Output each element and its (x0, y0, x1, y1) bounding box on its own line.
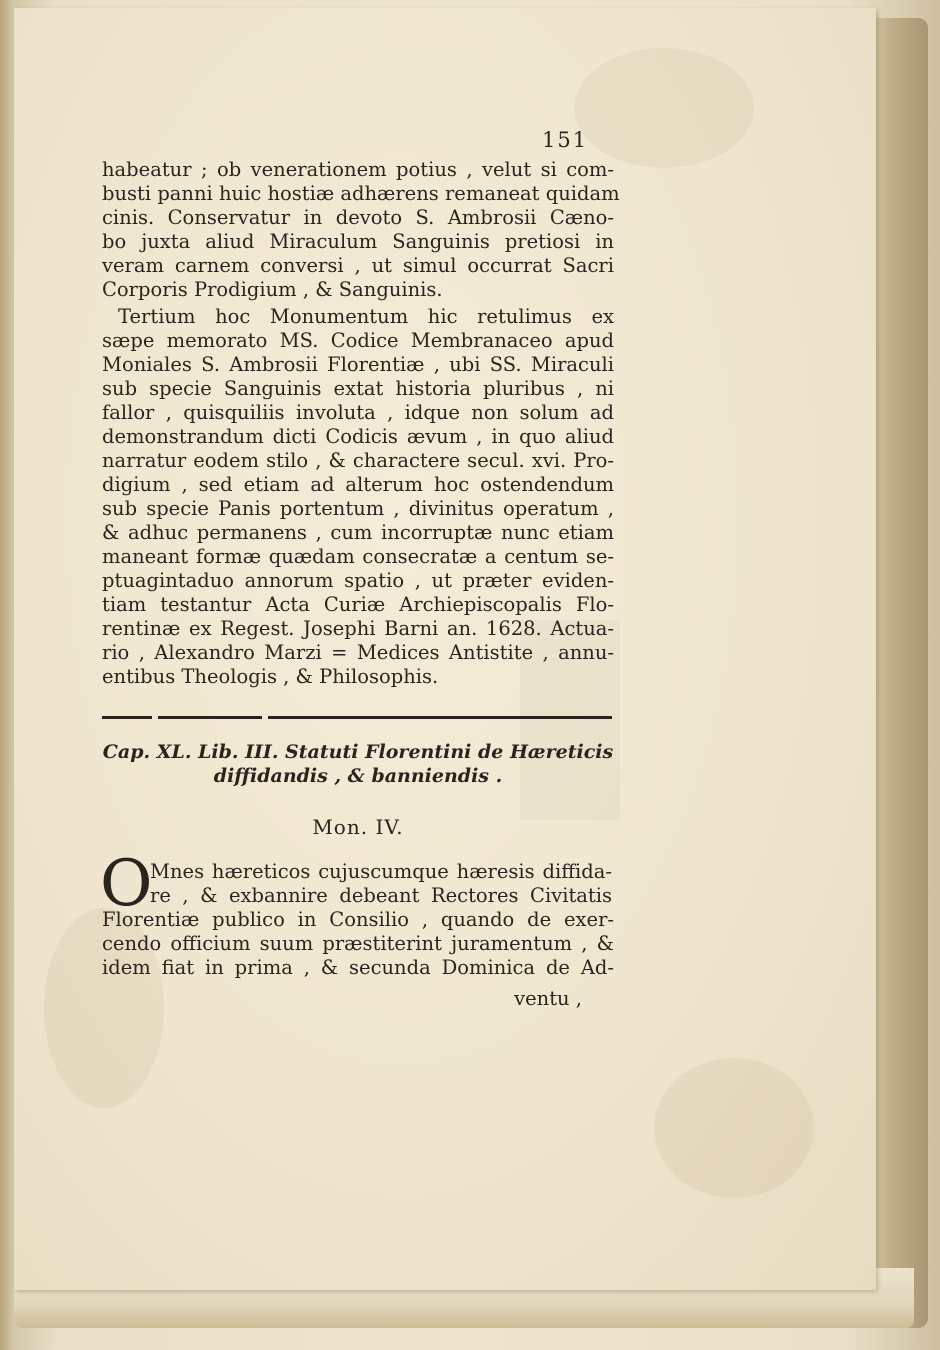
paragraph2-line: sub specie Sanguinis extat historia pluribus , ni (102, 377, 614, 400)
paragraph1-line: busti panni huic hostiæ adhærens remaneat quidam (102, 182, 620, 205)
rule-ornament-gap (262, 714, 268, 721)
paragraph2-line: fallor , quisquiliis involuta , idque non solum ad (102, 401, 614, 424)
paragraph3-line: idem fiat in prima , & secunda Dominica de Ad- (102, 956, 614, 979)
paragraph2-line: sub specie Panis portentum , divinitus operatum , (102, 497, 614, 520)
paragraph2-line: ptuagintaduo annorum spatio , ut præter eviden- (102, 569, 614, 592)
paragraph2-line: tiam testantur Acta Curiæ Archiepiscopalis Flo- (102, 593, 614, 616)
paragraph2-line: Tertium hoc Monumentum hic retulimus ex (118, 305, 614, 328)
paragraph1-line: cinis. Conservatur in devoto S. Ambrosii Cæno- (102, 206, 614, 229)
paragraph2-line: digium , sed etiam ad alterum hoc ostendendum (102, 473, 614, 496)
paper-stain (654, 1058, 814, 1198)
paragraph1-line: bo juxta aliud Miraculum Sanguinis pretiosi in (102, 230, 614, 253)
paragraph3-line: cendo officium suum præstiterint juramentum , & (102, 932, 614, 955)
monument-title: Mon. IV. (312, 815, 404, 839)
paragraph2-line: maneant formæ quædam consecratæ a centum se- (102, 545, 614, 568)
paragraph2-line: demonstrandum dicti Codicis ævum , in quo aliud (102, 425, 614, 448)
paragraph2-line: narratur eodem stilo , & charactere secul. xvi. Pro- (102, 449, 614, 472)
paragraph3-line: re , & exbannire debeant Rectores Civitatis (150, 884, 612, 907)
paragraph3-line: Mnes hæreticos cujuscumque hæresis diffida- (150, 860, 612, 883)
section-rule (102, 716, 612, 719)
paragraph2-line: entibus Theologis , & Philosophis. (102, 665, 439, 688)
paragraph2-line: & adhuc permanens , cum incorruptæ nunc etiam (102, 521, 614, 544)
paragraph1-line: veram carnem conversi , ut simul occurrat Sacri (102, 254, 614, 277)
paragraph2-line: rentinæ ex Regest. Josephi Barni an. 1628. Actua- (102, 617, 614, 640)
paragraph1-line: Corporis Prodigium , & Sanguinis. (102, 278, 443, 301)
paragraph1-line: habeatur ; ob venerationem potius , velut si com- (102, 158, 614, 181)
paper-stain (574, 48, 754, 168)
rule-ornament-gap (152, 714, 158, 721)
drop-cap: O (100, 847, 153, 921)
paragraph2-line: sæpe memorato MS. Codice Membranaceo apud (102, 329, 614, 352)
paragraph2-line: rio , Alexandro Marzi = Medices Antistite , annu- (102, 641, 614, 664)
paragraph3-line: Florentiæ publico in Consilio , quando de exer- (102, 908, 614, 931)
page-number: 151 (542, 128, 589, 152)
catchword: ventu , (514, 987, 582, 1010)
binding-edge (0, 0, 14, 1350)
chapter-heading-line: diffidandis , & banniendis . (213, 765, 503, 787)
paragraph2-line: Moniales S. Ambrosii Florentiæ , ubi SS. Miraculi (102, 353, 614, 376)
chapter-heading-line: Cap. XL. Lib. III. Statuti Florentini de Hæreticis (102, 741, 614, 763)
